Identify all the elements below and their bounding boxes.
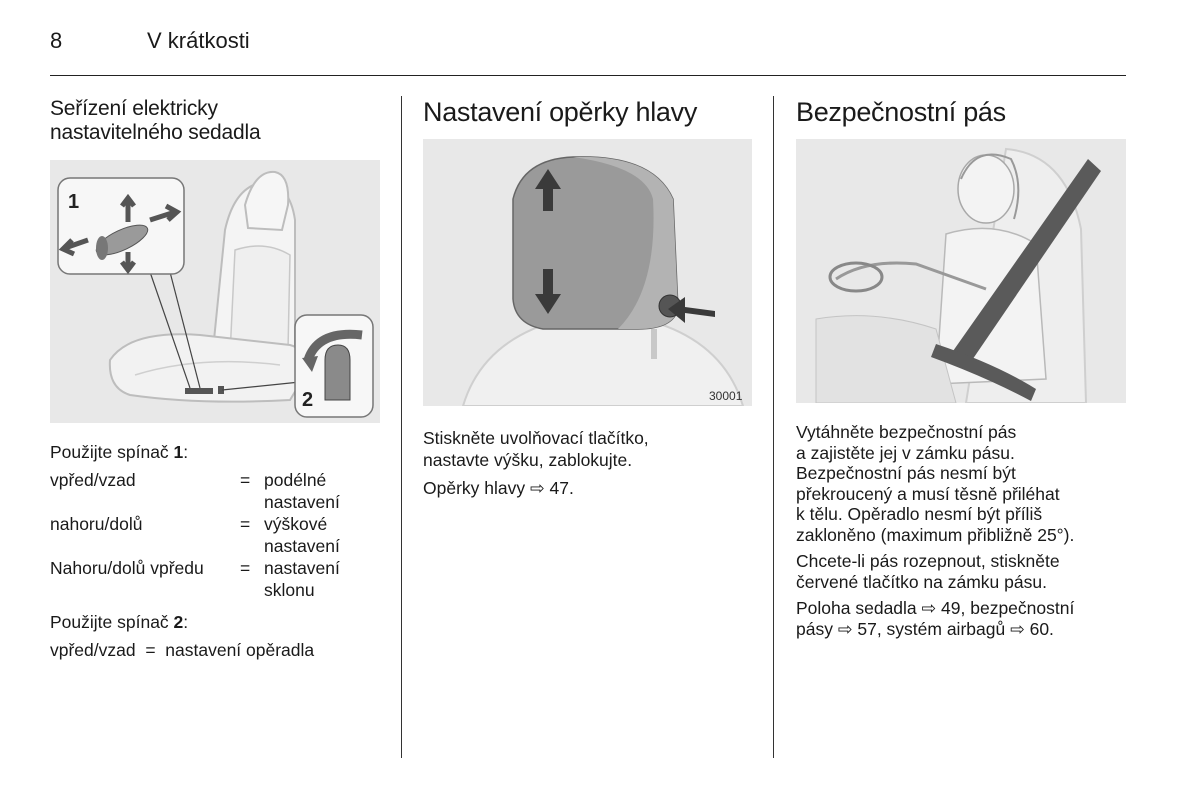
seat-adjust-heading: [50, 97, 380, 145]
seat-instructions: [50, 441, 380, 667]
page-number: 8: [50, 28, 63, 53]
p2-line: červené tlačítko na zámku pásu.: [796, 571, 1047, 592]
adjust-row: [50, 557, 380, 601]
instruction-line: nastavte výšku, zablokujte.: [423, 450, 633, 470]
headrest-reference: Opěrky hlavy ⇨ 47.: [423, 478, 574, 498]
seat-illustration: [50, 160, 380, 423]
value-line: nastavení: [264, 492, 340, 512]
switch2-number: 2: [173, 612, 184, 632]
p3-line: Poloha sedadla ⇨ 49, bezpečnostní: [796, 598, 1075, 618]
seatbelt-text: [796, 422, 1126, 645]
figure-number: 30001: [709, 389, 743, 403]
headrest-heading-wrap: [423, 96, 753, 128]
switch2-row: vpřed/vzad = nastavení opěradla: [50, 640, 315, 660]
p2-line: Chcete-li pás rozepnout, stiskněte: [796, 551, 1060, 571]
value-line: výškové: [264, 514, 328, 534]
header-divider: [50, 75, 1126, 76]
value-line: nastavení: [264, 536, 340, 556]
column-divider-1: [401, 96, 402, 758]
adjust-value: [264, 557, 364, 601]
p3-line: pásy ⇨ 57, systém airbagů ⇨ 60.: [796, 618, 1054, 639]
callout-2-label: 2: [302, 389, 314, 411]
adjust-key: nahoru/dolů: [50, 514, 143, 534]
value-line: sklonu: [264, 580, 315, 600]
p1-line: a zajistěte jej v zámku pásu.: [796, 442, 1015, 463]
seatbelt-heading-wrap: [796, 96, 1126, 128]
column-divider-2: [773, 96, 774, 758]
headrest-heading: Nastavení opěrky hlavy: [423, 97, 698, 127]
seatbelt-heading: Bezpečnostní pás: [796, 97, 1006, 127]
value-line: nastavení: [264, 558, 340, 578]
switch1-number: 1: [173, 442, 184, 462]
adjust-eq: =: [240, 558, 251, 578]
adjust-row: [50, 469, 380, 513]
headrest-text: [423, 427, 753, 505]
p1-line: Bezpečnostní pás nesmí být: [796, 463, 1016, 483]
switch2-prefix: Použijte spínač: [50, 612, 174, 632]
value-line: podélné: [264, 470, 327, 490]
switch1-prefix: Použijte spínač: [50, 442, 174, 462]
instruction-line: Stiskněte uvolňovací tlačítko,: [423, 428, 649, 448]
section-title: V krátkosti: [147, 28, 250, 53]
adjust-eq: =: [240, 514, 251, 534]
callout-1-label: 1: [68, 191, 80, 213]
switch1-line: [50, 441, 380, 463]
p1-line: Vytáhněte bezpečnostní pás: [796, 422, 1017, 442]
heading-line: nastavitelného sedadla: [50, 121, 261, 144]
adjust-value: [264, 469, 364, 513]
heading-line: Seřízení elektricky: [50, 97, 218, 120]
adjust-key: Nahoru/dolů vpředu: [50, 558, 204, 578]
switch2-line: [50, 611, 380, 633]
seatbelt-illustration: [796, 139, 1126, 403]
p1-line: překroucený a musí těsně přiléhat: [796, 483, 1060, 504]
adjust-key: vpřed/vzad: [50, 470, 136, 490]
p1-line: zakloněno (maximum přibližně 25°).: [796, 524, 1075, 545]
adjust-row: [50, 513, 380, 557]
adjust-eq: =: [240, 470, 251, 490]
adjust-value: [264, 513, 364, 557]
switch1-suffix: :: [183, 442, 189, 462]
p1-line: k tělu. Opěradlo nesmí být příliš: [796, 504, 1043, 524]
switch2-suffix: :: [183, 612, 189, 632]
headrest-illustration: [423, 139, 752, 406]
